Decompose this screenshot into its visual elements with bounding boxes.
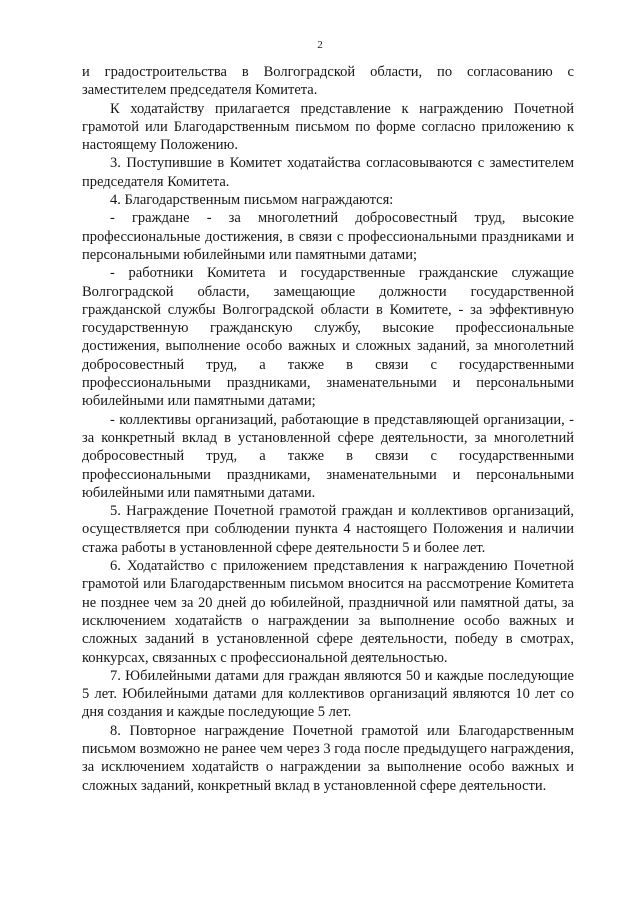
list-item-collectives: - коллективы организаций, работающие в представляющей организации, - за конкретный вклад в установленной сфере деятельности, за многолетний добросовестный труд, а также в связи с государственными профессиональными праздниками, знаменательными и персональными юбилейными или памятными датами. xyxy=(82,411,574,501)
page-number: 2 xyxy=(317,39,323,51)
paragraph-item-8: 8. Повторное награждение Почетной грамотой или Благодарственным письмом возможно не ранее чем через 3 года после предыдущего награждения, за исключением ходатайств о награждении за выполнение особо важных и сложных заданий, конкретный вклад в установленной сфере деятельности. xyxy=(82,722,574,794)
paragraph-item-6: 6. Ходатайство с приложением представления к награждению Почетной грамотой или Благодарственным письмом вносится на рассмотрение Комитета не позднее чем за 20 дней до юбилейной, праздничной или памятной даты, за исключением ходатайств о награждении за выполнение особо важных и сложных заданий в установленной сфере деятельности, победу в смотрах, конкурсах, связанных с профессиональной деятельностью. xyxy=(82,558,574,666)
document-body xyxy=(82,63,574,795)
paragraph-item-3: 3. Поступившие в Комитет ходатайства согласовываются с заместителем председателя Комитета. xyxy=(82,155,574,190)
paragraph-item-5: 5. Награждение Почетной грамотой граждан и коллективов организаций, осуществляется при соблюдении пункта 4 настоящего Положения и наличии стажа работы в установленной сфере деятельности 5 и более лет. xyxy=(82,503,574,556)
list-item-employees: - работники Комитета и государственные гражданские служащие Волгоградской области, замещающие должности государственной гражданской службы Волгоградской области в Комитете, - за эффективную государственную гражданскую службу, высокие профессиональные достижения, выполнение особо важных и сложных заданий, за многолетний добросовестный труд, а также в связи с государственными профессиональными праздниками, знаменательными и персональными юбилейными или памятными датами; xyxy=(82,265,574,410)
list-item-citizens: - граждане - за многолетний добросовестный труд, высокие профессиональные достижения, в связи с профессиональными праздниками и персональными юбилейными или памятными датами; xyxy=(82,210,574,263)
paragraph-continuation: и градостроительства в Волгоградской области, по согласованию с заместителем председателя Комитета. xyxy=(82,64,574,99)
paragraph-item-7: 7. Юбилейными датами для граждан являются 50 и каждые последующие 5 лет. Юбилейными датами для коллективов организаций являются 10 лет со дня создания и каждые последующие 5 лет. xyxy=(82,667,574,721)
paragraph-item-4: 4. Благодарственным письмом награждаются: xyxy=(110,192,394,209)
paragraph-attachment: К ходатайству прилагается представление к награждению Почетной грамотой или Благодарственным письмом по форме согласно приложению к настоящему Положению. xyxy=(82,100,574,154)
